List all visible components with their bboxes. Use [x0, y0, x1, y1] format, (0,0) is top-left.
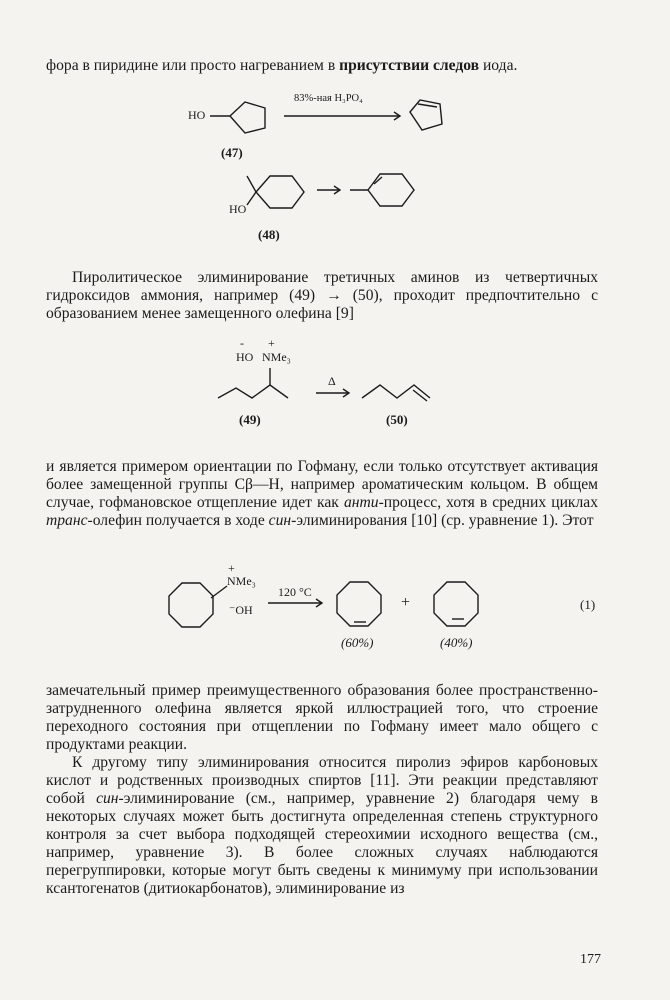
scheme-48-label: (48) [258, 227, 280, 242]
hofmann-c: -олефин получается в ходе [87, 512, 269, 529]
scheme-49-label-reactant: (49) [239, 412, 261, 427]
eq1-cation-charge: + [228, 561, 235, 575]
scheme-49-label-product: (50) [386, 412, 408, 427]
paragraph-remarkable: замечательный пример преимущественного образования более пространственно-затрудненного олефина является яркой иллюстрацией того, что строение переходного состояния при отщеплении по Гофману имеет мало общего с продуктами реакции. [46, 682, 598, 753]
paragraph-pyrolysis: Пиролитическое элиминирование третичных аминов из четвертичных гидроксидов аммония, например (49) → (50), проходит предпочтительно с образованием менее замещенного олефина [9] [46, 269, 598, 322]
esters-syn: син [96, 790, 119, 807]
eq1-yield-2: (40%) [440, 635, 473, 650]
scheme-49-condition: Δ [328, 374, 336, 388]
scheme-49-cation-charge: + [268, 336, 275, 350]
hofmann-syn: син [268, 512, 292, 529]
esters-b: -элиминирование (см., например, уравнение 2) благодаря чему в некоторых случаях может быть достигнута определенная степень структурного контроля за счет выбора подходящей стереохимии исходного вещества (см., например, уравнение 3). В более сложных случаях наблюдаются перегруппировки, которые могут быть сведены к минимуму при использовании ксантогенатов (дитиокарбонатов), элиминирование из [46, 790, 599, 897]
scheme-49-anion-charge: - [240, 336, 244, 350]
n-bond-eq1 [211, 586, 227, 598]
eq1-yield-1: (60%) [341, 635, 374, 650]
hofmann-a: и является примером ориентации по Гофману, если только отсутствует активация более замещенной группы Cβ—H, например ароматическим кольцом. В общем случае, гофмановское отщепление идет как [46, 458, 598, 511]
scheme-47-ho: HO [188, 108, 206, 122]
scheme-47-label: (47) [221, 145, 243, 160]
eq1-cation: NMe₃ [227, 574, 256, 588]
para-top-text-c: иода. [479, 57, 518, 74]
scheme-49-anion: HO [236, 350, 254, 364]
hofmann-d: -элиминирования [10] (ср. уравнение 1). Этот [291, 512, 594, 529]
scheme-49-cation: NMe₃ [262, 350, 291, 364]
para-top-text-a: фора в пиридине или просто нагреванием в [46, 57, 340, 74]
eq1-plus: + [401, 594, 411, 611]
para-top-bold: присутствии следов [339, 57, 480, 74]
eq1-anion: ⁻OH [229, 603, 253, 617]
paragraph-esters [46, 754, 598, 898]
esters-a: К другому типу элиминирования относится пиролиз эфиров карбоновых кислот и родственных производных спиртов [11]. Эти реакции представляют собой [46, 754, 598, 807]
eq1-condition: 120 °C [278, 585, 312, 599]
cyclooctyl-ring [169, 583, 213, 627]
scheme-47-reagent: 83%-ная H₃PO₄ [294, 93, 363, 104]
page-number: 177 [580, 952, 601, 967]
eq1-number: (1) [580, 597, 596, 612]
trans-cyclooctene-ring [337, 582, 381, 626]
hofmann-b: -процесс, хотя в средних циклах [378, 494, 598, 511]
hofmann-trans: транс [46, 512, 88, 529]
scheme-48-ho: HO [229, 202, 247, 216]
hofmann-anti: анти [343, 494, 379, 511]
